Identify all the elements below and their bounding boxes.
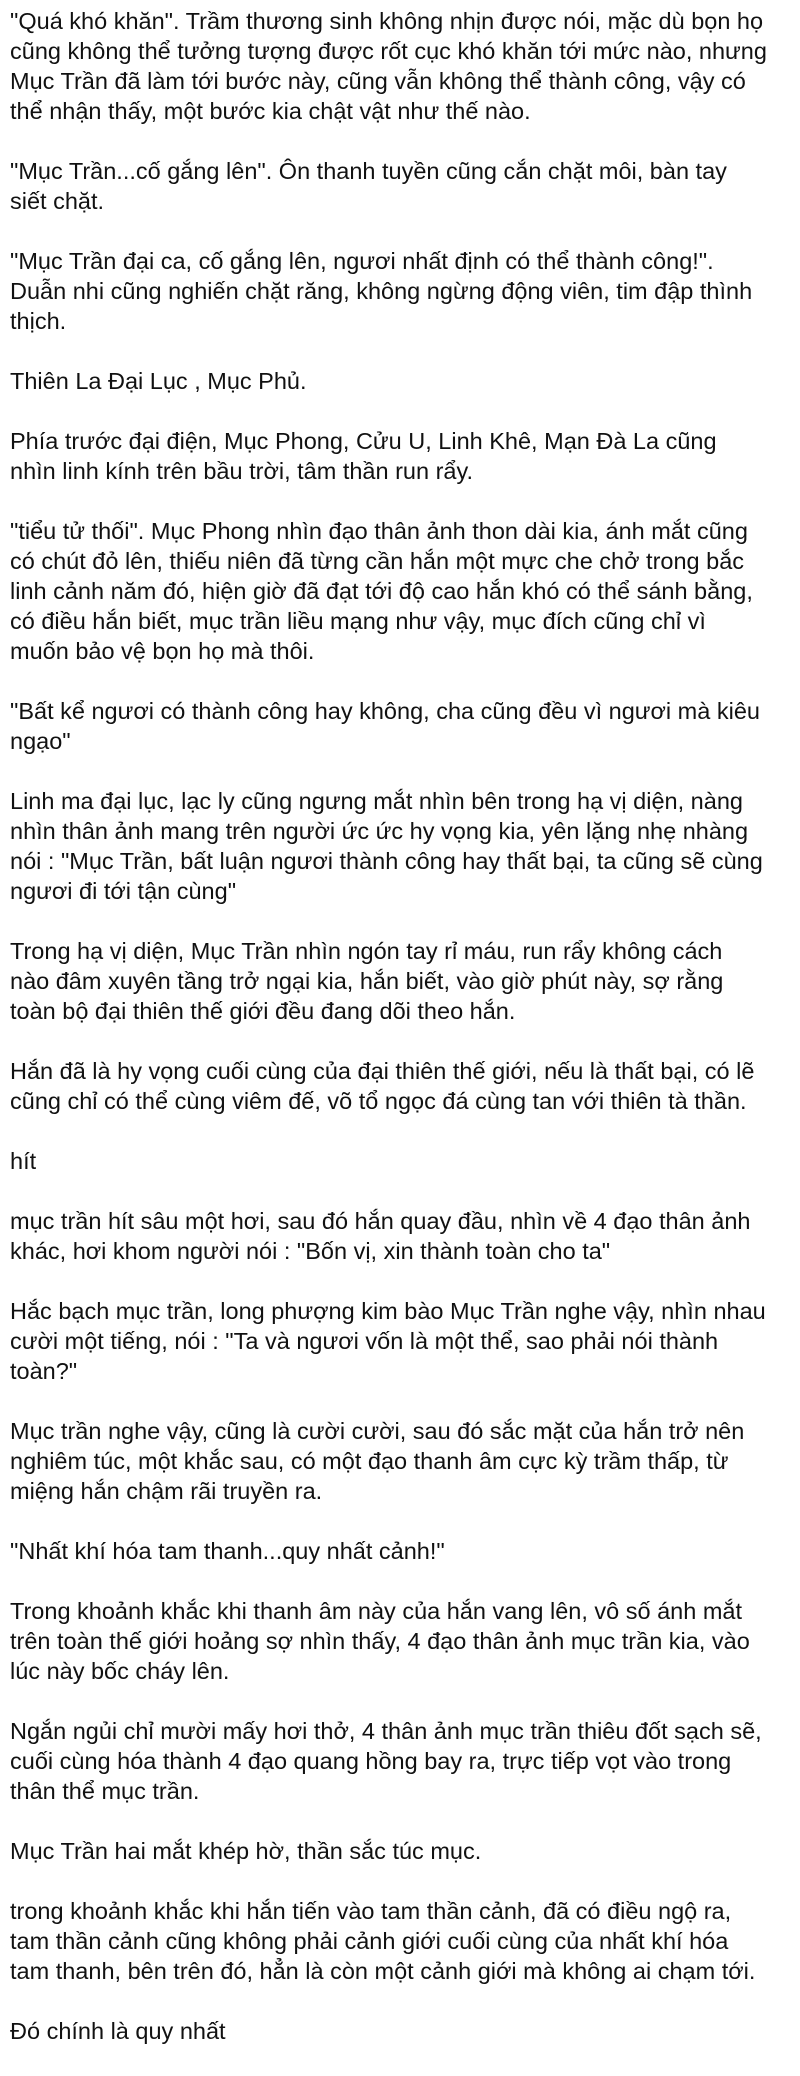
paragraph-line: cuối cùng hóa thành 4 đạo quang hồng bay ra, trực tiếp vọt vào trong bbox=[10, 1748, 732, 1774]
paragraph-line: nghiêm túc, một khắc sau, có một đạo thanh âm cực kỳ trầm thấp, từ bbox=[10, 1448, 729, 1474]
paragraph bbox=[10, 246, 790, 336]
paragraph-line: thịch. bbox=[10, 308, 67, 334]
paragraph-line: có điều hắn biết, mục trần liều mạng như vậy, mục đích cũng chỉ vì bbox=[10, 608, 706, 634]
paragraph bbox=[10, 786, 790, 906]
paragraph-line: Duẫn nhi cũng nghiến chặt răng, không ngừng động viên, tim đập thình bbox=[10, 278, 753, 304]
paragraph-line: "Mục Trần...cố gắng lên". Ôn thanh tuyền cũng cắn chặt môi, bàn tay bbox=[10, 158, 727, 184]
paragraph-line: Linh ma đại lục, lạc ly cũng ngưng mắt nhìn bên trong hạ vị diện, nàng bbox=[10, 788, 743, 814]
article-text bbox=[10, 6, 790, 2076]
paragraph-line: cười một tiếng, nói : "Ta và ngươi vốn là một thể, sao phải nói thành bbox=[10, 1328, 719, 1354]
paragraph-line: "Quá khó khăn". Trầm thương sinh không nhịn được nói, mặc dù bọn họ bbox=[10, 8, 764, 34]
paragraph-line: "Nhất khí hóa tam thanh...quy nhất cảnh!" bbox=[10, 1538, 445, 1564]
paragraph-line: thể nhận thấy, một bước kia chật vật như thế nào. bbox=[10, 98, 531, 124]
paragraph-line: Hắn đã là hy vọng cuối cùng của đại thiên thế giới, nếu là thất bại, có lẽ bbox=[10, 1058, 755, 1084]
paragraph-line: Ngắn ngủi chỉ mười mấy hơi thở, 4 thân ảnh mục trần thiêu đốt sạch sẽ, bbox=[10, 1718, 762, 1744]
paragraph bbox=[10, 156, 790, 216]
paragraph bbox=[10, 1596, 790, 1686]
paragraph-line: linh cảnh năm đó, hiện giờ đã đạt tới độ cao hắn khó có thể sánh bằng, bbox=[10, 578, 753, 604]
paragraph bbox=[10, 1206, 790, 1266]
paragraph bbox=[10, 426, 790, 486]
paragraph-line: Thiên La Đại Lục , Mục Phủ. bbox=[10, 368, 307, 394]
paragraph-line: cũng chỉ có thể cùng viêm đế, võ tổ ngọc đá cùng tan với thiên tà thần. bbox=[10, 1088, 747, 1114]
paragraph-line: lúc này bốc cháy lên. bbox=[10, 1658, 230, 1684]
paragraph-line: mục trần hít sâu một hơi, sau đó hắn quay đầu, nhìn về 4 đạo thân ảnh bbox=[10, 1208, 751, 1234]
paragraph-line: Phía trước đại điện, Mục Phong, Cửu U, Linh Khê, Mạn Đà La cũng bbox=[10, 428, 717, 454]
paragraph-line: Mục trần nghe vậy, cũng là cười cười, sau đó sắc mặt của hắn trở nên bbox=[10, 1418, 745, 1444]
paragraph bbox=[10, 1416, 790, 1506]
paragraph-line: nói : "Mục Trần, bất luận ngươi thành công hay thất bại, ta cũng sẽ cùng bbox=[10, 848, 763, 874]
paragraph-line: trên toàn thế giới hoảng sợ nhìn thấy, 4 đạo thân ảnh mục trần kia, vào bbox=[10, 1628, 750, 1654]
paragraph bbox=[10, 516, 790, 666]
paragraph bbox=[10, 1296, 790, 1386]
paragraph bbox=[10, 2016, 790, 2046]
paragraph-line: Trong khoảnh khắc khi thanh âm này của hắn vang lên, vô số ánh mắt bbox=[10, 1598, 743, 1624]
paragraph-line: "Bất kể ngươi có thành công hay không, cha cũng đều vì ngươi mà kiêu bbox=[10, 698, 760, 724]
paragraph-line: tam thần cảnh cũng không phải cảnh giới cuối cùng của nhất khí hóa bbox=[10, 1928, 729, 1954]
paragraph bbox=[10, 1536, 790, 1566]
paragraph-line: nào đâm xuyên tầng trở ngại kia, hắn biết, vào giờ phút này, sợ rằng bbox=[10, 968, 724, 994]
paragraph bbox=[10, 696, 790, 756]
paragraph-line: hít bbox=[10, 1148, 37, 1174]
paragraph-line: ngạo" bbox=[10, 728, 71, 754]
paragraph-line: Trong hạ vị diện, Mục Trần nhìn ngón tay rỉ máu, run rẩy không cách bbox=[10, 938, 723, 964]
paragraph-line: nhìn thân ảnh mang trên người ức ức hy vọng kia, yên lặng nhẹ nhàng bbox=[10, 818, 749, 844]
paragraph bbox=[10, 1716, 790, 1806]
paragraph-line: siết chặt. bbox=[10, 188, 105, 214]
paragraph-line: cũng không thể tưởng tượng được rốt cục khó khăn tới mức nào, nhưng bbox=[10, 38, 767, 64]
paragraph bbox=[10, 936, 790, 1026]
paragraph-line: "tiểu tử thối". Mục Phong nhìn đạo thân ảnh thon dài kia, ánh mắt cũng bbox=[10, 518, 748, 544]
paragraph-line: muốn bảo vệ bọn họ mà thôi. bbox=[10, 638, 315, 664]
paragraph-line: Mục Trần hai mắt khép hờ, thần sắc túc mục. bbox=[10, 1838, 482, 1864]
paragraph-line: toàn?" bbox=[10, 1358, 78, 1384]
paragraph-line: có chút đỏ lên, thiếu niên đã từng cần hắn một mực che chở trong bắc bbox=[10, 548, 745, 574]
paragraph-line: Hắc bạch mục trần, long phượng kim bào Mục Trần nghe vậy, nhìn nhau bbox=[10, 1298, 766, 1324]
paragraph bbox=[10, 1836, 790, 1866]
paragraph-line: khác, hơi khom người nói : "Bốn vị, xin thành toàn cho ta" bbox=[10, 1238, 611, 1264]
paragraph-line: Mục Trần đã làm tới bước này, cũng vẫn không thể thành công, vậy có bbox=[10, 68, 746, 94]
paragraph-line: ngươi đi tới tận cùng" bbox=[10, 878, 237, 904]
paragraph bbox=[10, 1146, 790, 1176]
paragraph-line: toàn bộ đại thiên thế giới đều đang dõi theo hắn. bbox=[10, 998, 516, 1024]
paragraph-line: "Mục Trần đại ca, cố gắng lên, ngươi nhất định có thể thành công!". bbox=[10, 248, 714, 274]
paragraph-line: miệng hắn chậm rãi truyền ra. bbox=[10, 1478, 323, 1504]
paragraph-line: trong khoảnh khắc khi hắn tiến vào tam thần cảnh, đã có điều ngộ ra, bbox=[10, 1898, 732, 1924]
paragraph-line: thân thể mục trần. bbox=[10, 1778, 200, 1804]
paragraph bbox=[10, 1056, 790, 1116]
paragraph-line: tam thanh, bên trên đó, hẳn là còn một cảnh giới mà không ai chạm tới. bbox=[10, 1958, 756, 1984]
paragraph bbox=[10, 1896, 790, 1986]
paragraph bbox=[10, 366, 790, 396]
paragraph bbox=[10, 6, 790, 126]
paragraph-line: nhìn linh kính trên bầu trời, tâm thần run rẩy. bbox=[10, 458, 474, 484]
paragraph-line: Đó chính là quy nhất bbox=[10, 2018, 226, 2044]
